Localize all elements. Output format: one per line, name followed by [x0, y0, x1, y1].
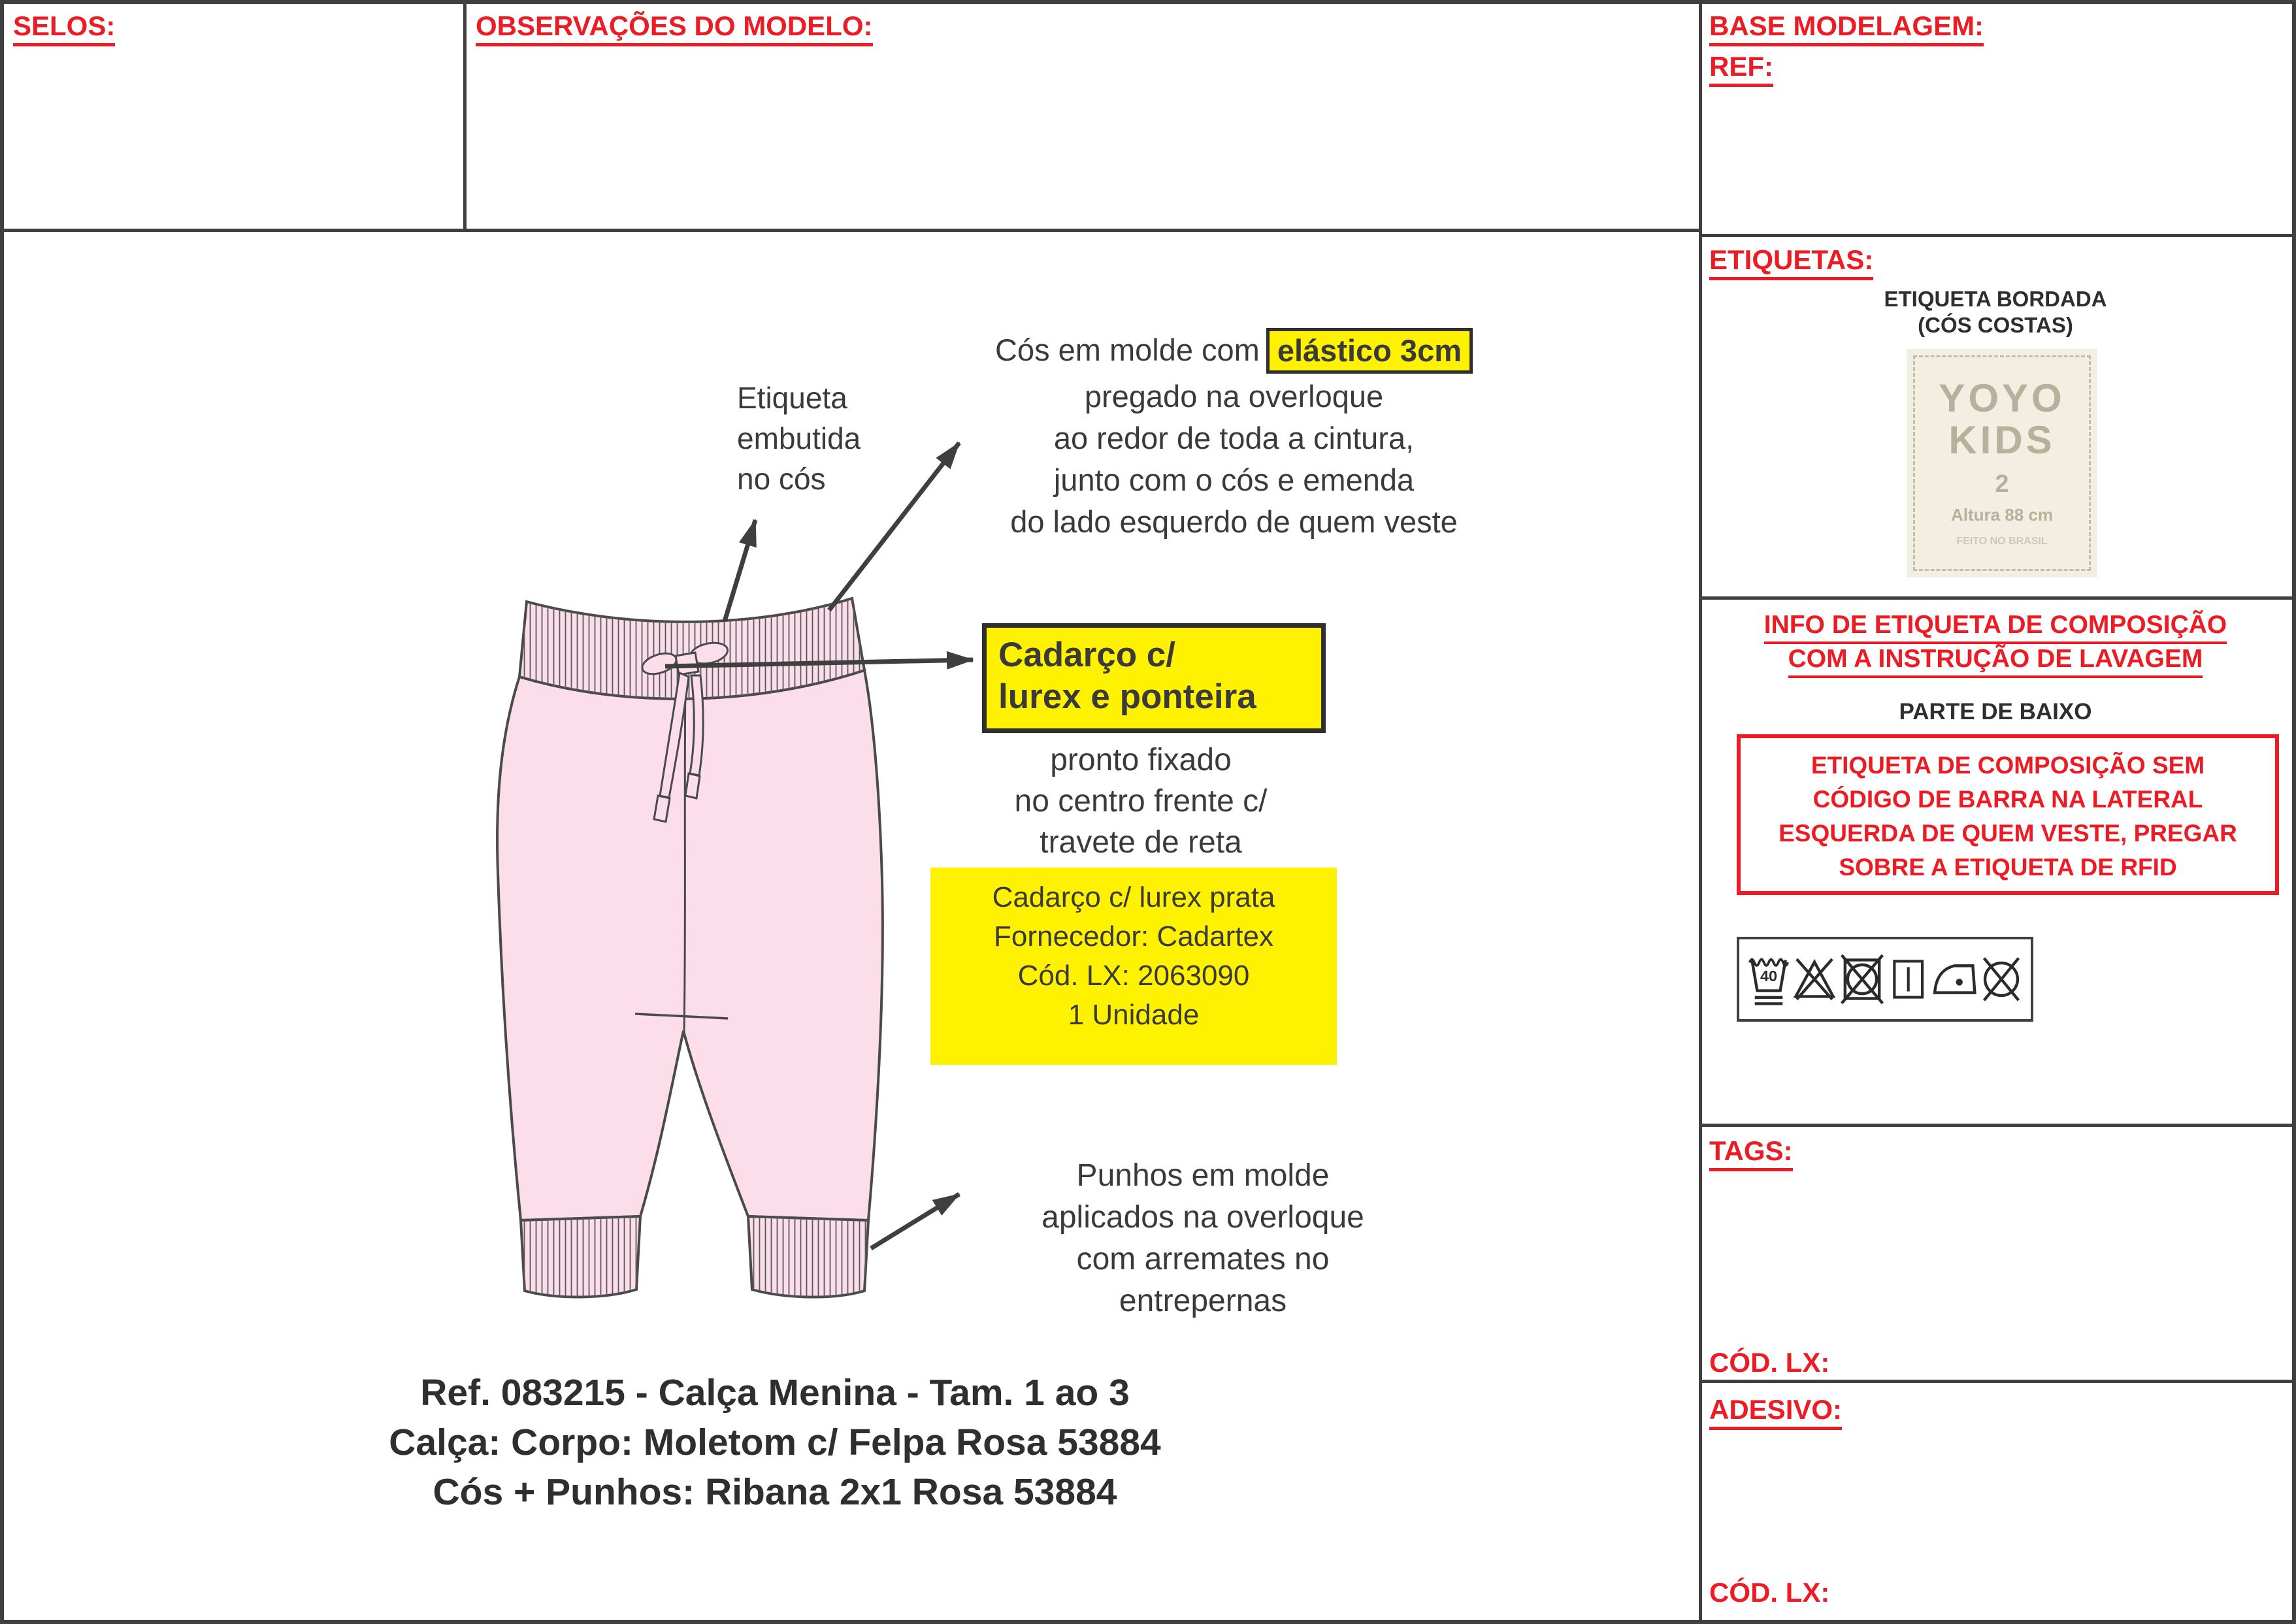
do-not-bleach-icon	[1793, 948, 1836, 1011]
label-brand-line2: KIDS	[1948, 418, 2056, 462]
elastico-highlight: elástico 3cm	[1266, 328, 1473, 374]
cadarco-info-box	[930, 868, 1337, 1065]
etiqueta-note	[737, 378, 861, 499]
reference-line: Calça: Corpo: Moletom c/ Felpa Rosa 53884	[389, 1421, 1161, 1463]
arrow-etiqueta	[725, 520, 755, 621]
parte-de-baixo-title: PARTE DE BAIXO	[1899, 699, 2092, 724]
cadarco-info-line: 1 Unidade	[1068, 999, 1200, 1031]
label-size: 2	[1995, 470, 2009, 498]
cadarco-info-line: Cód. LX: 2063090	[1017, 960, 1250, 992]
cos-note-line: junto com o cós e emenda	[1053, 462, 1415, 497]
punhos-note-line: Punhos em molde	[1076, 1158, 1330, 1193]
pants-body	[497, 670, 883, 1220]
cos-note-line1	[915, 329, 1552, 376]
cadarco-info-line: Cadarço c/ lurex prata	[992, 881, 1275, 913]
punhos-note-line: aplicados na overloque	[1041, 1200, 1364, 1235]
punhos-note-line: com arremates no	[1076, 1242, 1330, 1276]
etiqueta-note-line: embutida	[737, 421, 861, 455]
info-heading-line1: INFO DE ETIQUETA DE COMPOSIÇÃO	[1764, 610, 2227, 644]
label-origin: FEITO NO BRASIL	[1956, 536, 2048, 547]
wash-40-icon	[1747, 948, 1790, 1011]
punhos-note	[984, 1155, 1422, 1322]
observacoes-label: OBSERVAÇÕES DO MODELO:	[476, 10, 873, 46]
base-modelagem-label: BASE MODELAGEM:	[1709, 10, 1984, 46]
etiqueta-note-line: no cós	[737, 462, 826, 496]
cadarco-info-line: Fornecedor: Cadartex	[994, 920, 1273, 952]
cos-note-prefix: Cós em molde com	[994, 333, 1260, 367]
tags-heading	[1709, 1135, 1793, 1171]
alert-line: ESQUERDA DE QUEM VESTE, PREGAR	[1779, 820, 2237, 847]
cos-note	[915, 329, 1552, 543]
selos-label: SELOS:	[13, 10, 115, 46]
line-dry-icon	[1888, 948, 1928, 1011]
cadarco-note-line: pronto fixado	[1050, 743, 1232, 777]
punhos-note-line: entrepernas	[1119, 1284, 1287, 1318]
ref-label: REF:	[1709, 51, 1773, 87]
alert-line: SOBRE A ETIQUETA DE RFID	[1839, 854, 2177, 881]
tags-cod-lx: CÓD. LX:	[1709, 1347, 1830, 1378]
do-not-tumble-dry-icon	[1839, 948, 1885, 1011]
cos-note-line: do lado esquerdo de quem veste	[1010, 504, 1458, 539]
etiqueta-note-line: Etiqueta	[737, 381, 847, 415]
etiquetas-heading	[1709, 244, 1873, 280]
etiqueta-bordada-line2: (CÓS COSTAS)	[1918, 313, 2073, 337]
cadarco-note-line: no centro frente c/	[1014, 784, 1268, 819]
arrow-punhos	[871, 1194, 959, 1248]
etiqueta-bordada-title	[1699, 286, 2292, 338]
label-height: Altura 88 cm	[1950, 505, 2054, 525]
etiquetas-label: ETIQUETAS:	[1709, 244, 1873, 280]
adesivo-label: ADESIVO:	[1709, 1394, 1842, 1430]
wash-temperature: 40	[1760, 967, 1778, 984]
adesivo-heading	[1709, 1394, 1842, 1430]
info-heading	[1699, 610, 2292, 678]
alert-line: CÓDIGO DE BARRA NA LATERAL	[1812, 786, 2203, 813]
do-not-dry-clean-icon	[1980, 948, 2023, 1011]
cadarco-title-box	[982, 623, 1326, 733]
etiqueta-bordada-line1: ETIQUETA BORDADA	[1884, 287, 2107, 311]
info-heading-line2: COM A INSTRUÇÃO DE LAVAGEM	[1788, 644, 2203, 678]
label-brand-line1: YOYO	[1939, 376, 2065, 420]
reference-block	[285, 1368, 1265, 1517]
label-content	[1907, 378, 2097, 547]
woven-label	[1907, 349, 2097, 577]
cos-note-line: pregado na overloque	[1084, 378, 1384, 414]
composicao-alert-box	[1737, 734, 2279, 895]
cadarco-title-line: lurex e ponteira	[998, 677, 1256, 716]
adesivo-cod-lx: CÓD. LX:	[1709, 1577, 1830, 1608]
tags-label: TAGS:	[1709, 1135, 1793, 1171]
cadarco-note-line: travete de reta	[1040, 825, 1242, 860]
front-seam	[684, 678, 685, 1031]
cos-note-line: ao redor de toda a cintura,	[1053, 420, 1415, 455]
iron-low-icon	[1931, 948, 1977, 1011]
care-symbols-strip	[1737, 937, 2033, 1022]
reference-line: Ref. 083215 - Calça Menina - Tam. 1 ao 3	[420, 1372, 1130, 1414]
cadarco-note	[938, 739, 1343, 863]
alert-line: ETIQUETA DE COMPOSIÇÃO SEM	[1811, 752, 2205, 779]
cadarco-title-line: Cadarço c/	[998, 636, 1176, 674]
reference-line: Cós + Punhos: Ribana 2x1 Rosa 53884	[433, 1471, 1117, 1513]
